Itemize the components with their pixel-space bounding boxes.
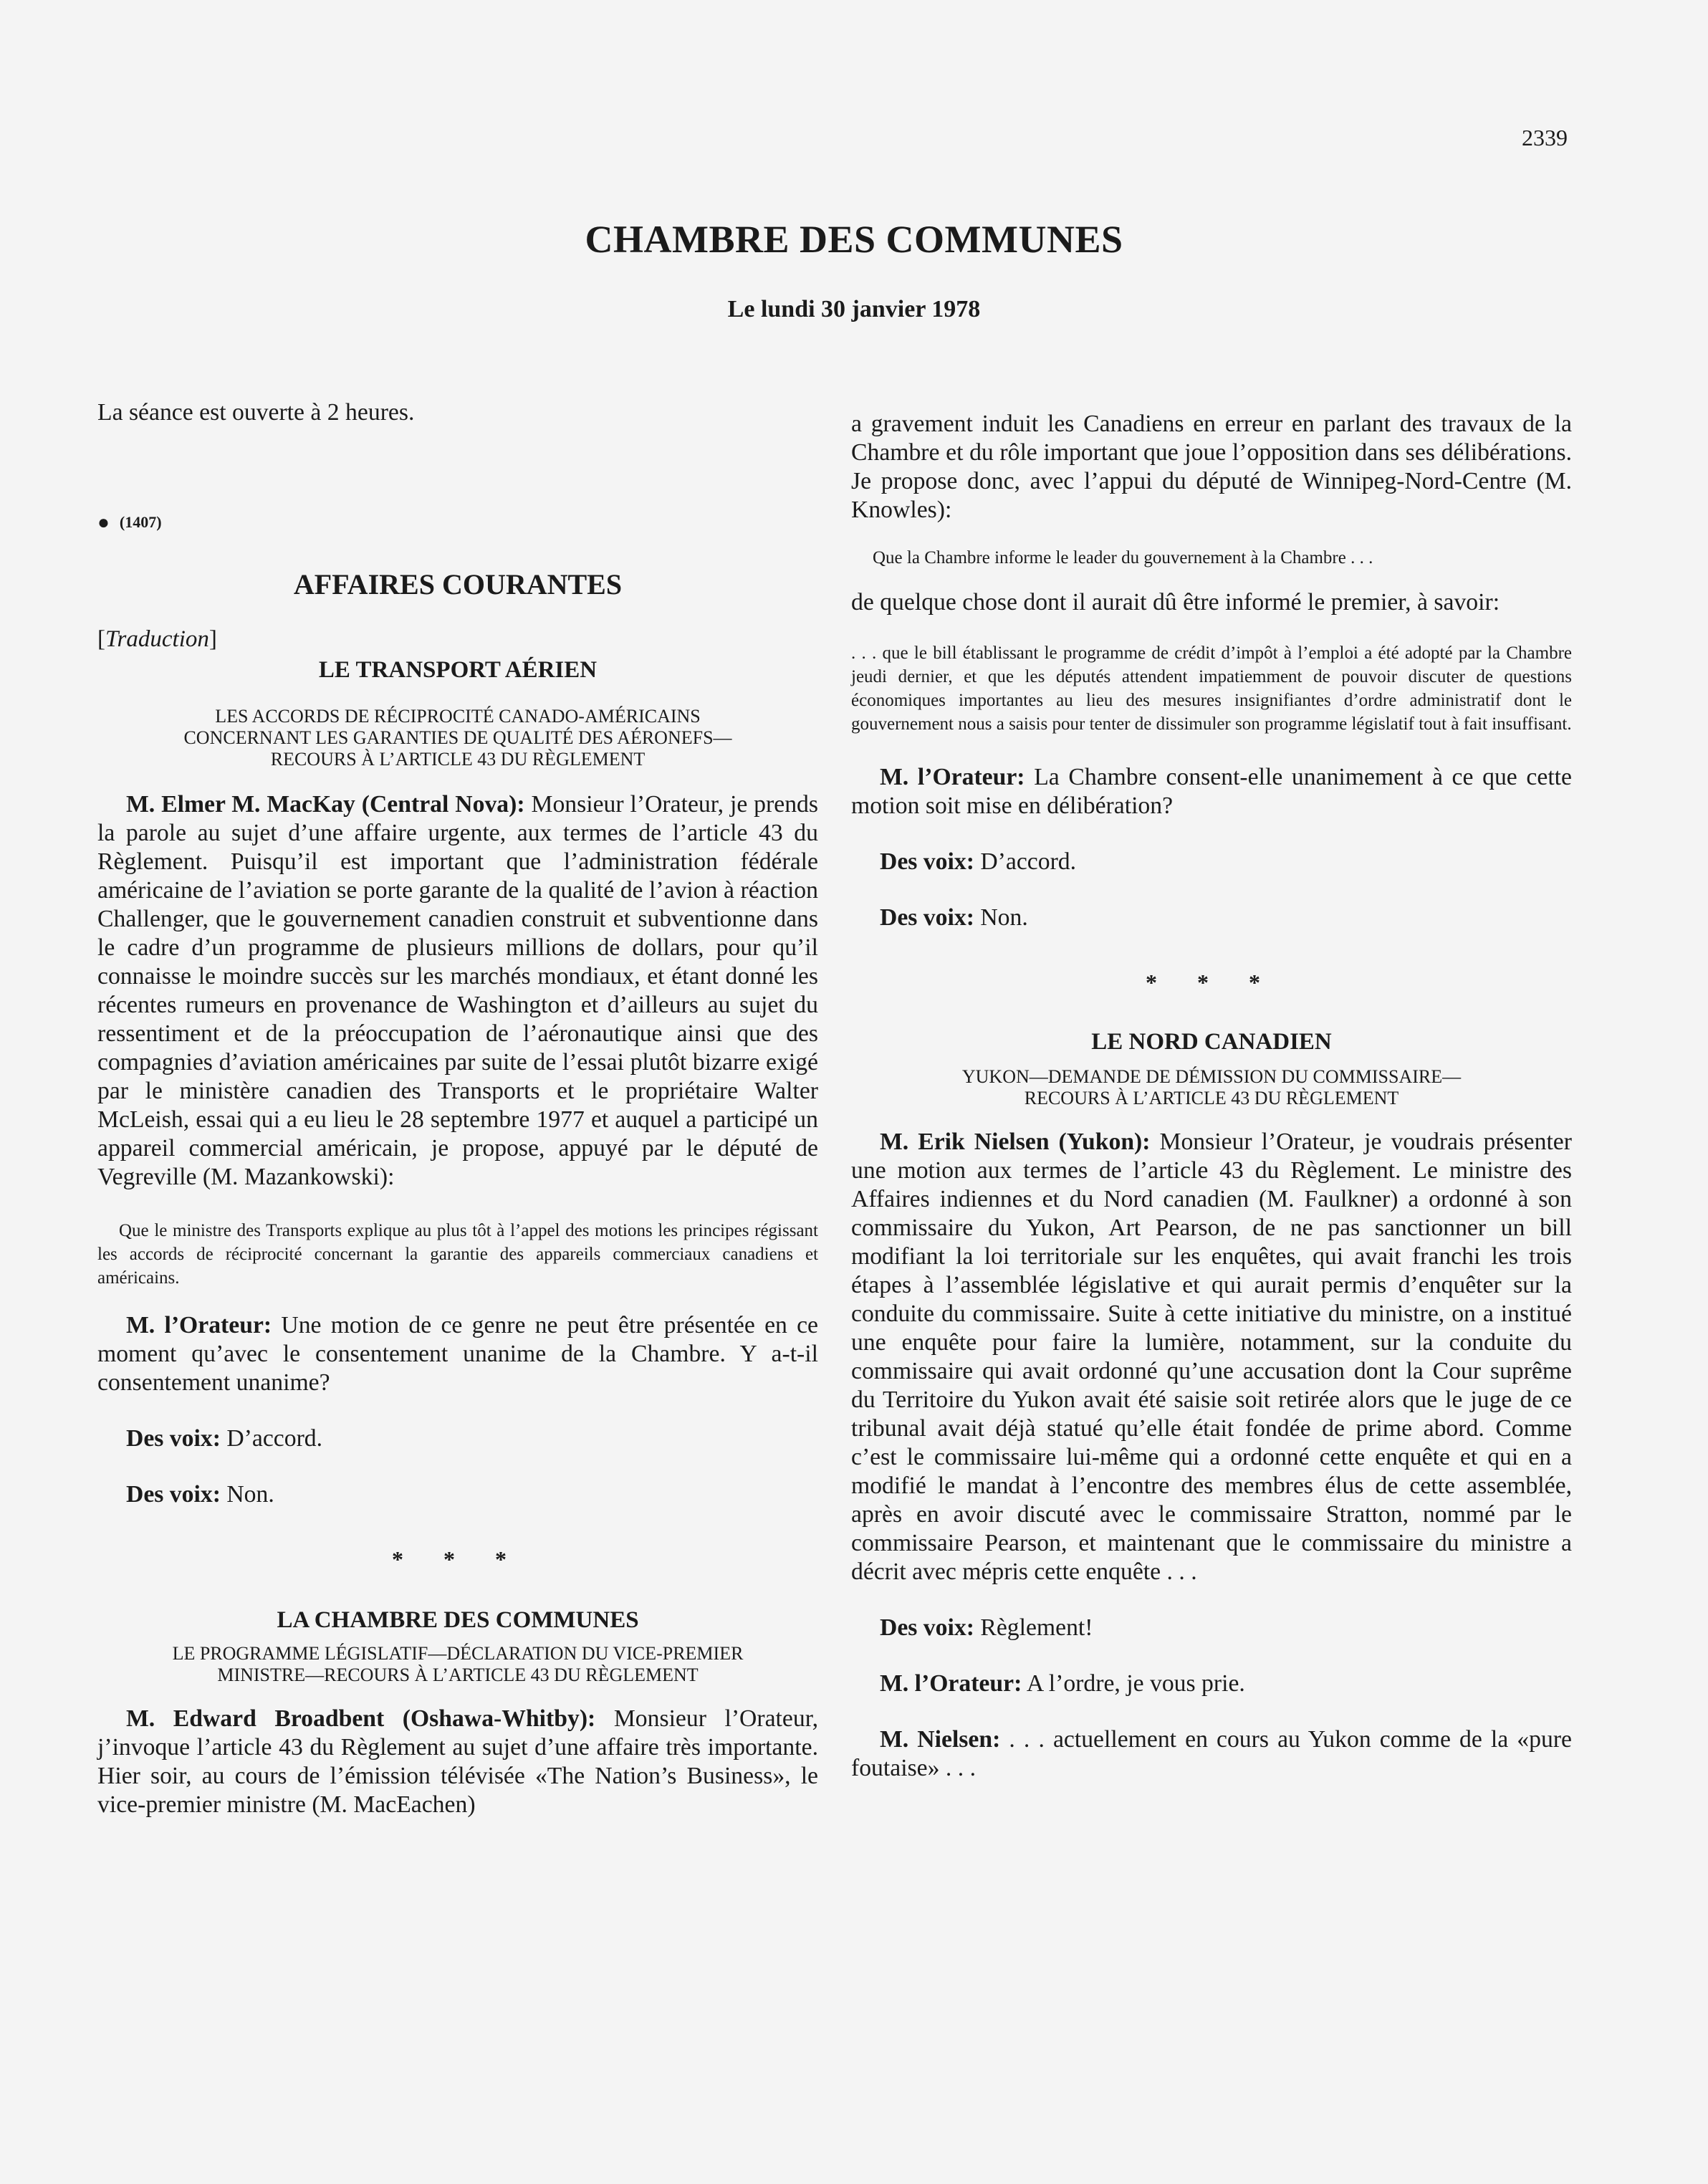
speech-text: Non.: [974, 904, 1028, 931]
speaker-name: Des voix:: [126, 1481, 221, 1508]
speech-paragraph: de quelque chose dont il aurait dû être informé le premier, à savoir:: [851, 589, 1500, 616]
speech-text: Règlement!: [974, 1614, 1093, 1641]
speaker-name: M. l’Orateur:: [126, 1312, 272, 1338]
subsubtitle-line: LE PROGRAMME LÉGISLATIF—DÉCLARATION DU VICE-PREMIER: [172, 1643, 744, 1664]
subsubtitle-programme: [97, 1643, 818, 1686]
timestamp: [97, 512, 818, 535]
speech-text: Monsieur l’Orateur, je voudrais présenter une motion aux termes de l’article 43 du Règlement. Le ministre des Affaires indiennes et du Nord canadien (M. Faulkner) a ordonné à son commissaire du Yukon, Art Pearson, de ne pas sanctionner un bill modifiant la loi territoriale sur les enquêtes, qui avait franchi les trois étapes à l’assemblée législative et qui aurait permis d’enquêter sur la conduite du commissaire. Suite à cette initiative du ministre, on a institué une enquête pour faire la lumière, notamment, sur la conduite du commissaire qui avait ordonné qu’une accusation dont la Cour suprême du Territoire du Yukon avait été saisie soit retirée alors que le juge de ce tribunal avait déjà statué qu’elle était fondée de prime abord. Comme c’est le commissaire lui-même qui a ordonné cette enquête et qui en a modifié le mandat à l’encontre des membres élus de cette assemblée, après en avoir discuté avec le commissaire Stratton, nommé par le commissaire Pearson, et maintenant que le commissaire du ministre a décrit avec mépris cette enquête . . .: [851, 1129, 1572, 1585]
motion-quote: Que la Chambre informe le leader du gouvernement à la Chambre . . .: [873, 548, 1373, 567]
section-separator: * * *: [1146, 969, 1277, 995]
bullet-icon: ●: [97, 512, 110, 534]
subsubtitle-line: MINISTRE—RECOURS À L’ARTICLE 43 DU RÈGLEMENT: [217, 1665, 699, 1685]
speaker-name: M. Nielsen:: [880, 1726, 1001, 1753]
speech-voices-no: [851, 904, 1572, 932]
subtitle-nord-canadien: LE NORD CANADIEN: [1091, 1029, 1332, 1055]
subtitle-transport-aerien: LE TRANSPORT AÉRIEN: [318, 657, 598, 683]
subsubtitle-yukon: [851, 1066, 1572, 1109]
subsubtitle-line: YUKON—DEMANDE DE DÉMISSION DU COMMISSAIRE—: [961, 1066, 1462, 1087]
speech-nielsen: [851, 1128, 1572, 1586]
speaker-name: M. Elmer M. MacKay (Central Nova):: [126, 791, 525, 818]
sitting-date: Le lundi 30 janvier 1978: [727, 296, 981, 322]
opening-line: La séance est ouverte à 2 heures.: [97, 399, 415, 426]
translation-note: [Traduction]: [97, 626, 217, 652]
speaker-name: M. l’Orateur:: [880, 1670, 1022, 1697]
speech-orateur: [97, 1311, 818, 1397]
speaker-name: Des voix:: [880, 848, 974, 875]
subsubtitle-line: LES ACCORDS DE RÉCIPROCITÉ CANADO-AMÉRICAINS: [215, 706, 701, 727]
subsubtitle-line: RECOURS À L’ARTICLE 43 DU RÈGLEMENT: [1024, 1088, 1399, 1108]
subtitle-chambre-communes: LA CHAMBRE DES COMMUNES: [277, 1607, 639, 1633]
motion-quote: Que le ministre des Transports explique au plus tôt à l’appel des motions les principes régissant les accords de réciprocité concernant la garantie des appareils commerciaux canadiens et américains.: [97, 1221, 818, 1288]
left-column: [97, 398, 818, 1819]
speech-text: Monsieur l’Orateur, je prends la parole au sujet d’une affaire urgente, aux termes de l’article 43 du Règlement. Puisqu’il est important que l’administration fédérale américaine de l’aviation se porte garante de la qualité de l’avion à réaction Challenger, que le gouvernement canadien construit et subventionne dans le cadre d’un programme de plusieurs millions de dollars, pour qu’il connaisse le moindre succès sur les marchés mondiaux, et étant donné les récentes rumeurs en provenance de Washington et d’ailleurs au sujet du ressentiment et de la préoccupation de l’aéronautique ainsi que des compagnies d’aviation américaines par suite de l’essai plutôt bizarre exigé par le ministère canadien des Transports et le propriétaire Walter McLeish, essai qui a eu lieu le 28 septembre 1977 et auquel a participé un appareil commercial américain, je propose, appuyé par le député de Vegreville (M. Mazankowski):: [97, 791, 818, 1190]
speech-broadbent-continued: a gravement induit les Canadiens en erreur en parlant des travaux de la Chambre et du rôle important que joue l’opposition dans ses délibérations. Je propose donc, avec l’appui du député de Winnipeg-Nord-Centre (M. Knowles):: [851, 411, 1572, 523]
speaker-name: M. l’Orateur:: [880, 764, 1025, 790]
timestamp-text: (1407): [119, 513, 162, 531]
page-title: CHAMBRE DES COMMUNES: [585, 218, 1123, 261]
motion-quote: . . . que le bill établissant le programme de crédit d’impôt à l’emploi a été adopté par la Chambre jeudi dernier, et que les députés attendent impatiemment de pouvoir discuter de questions économiques importantes au lieu des mesures insignifiantes d’ordre administratif dont le gouvernement nous a saisis pour tenter de dissimuler son programme législatif tout à fait insuffisant.: [851, 643, 1572, 734]
translation-note-text: Traduction: [105, 626, 209, 652]
speech-orateur-order: [851, 1670, 1572, 1698]
speaker-name: M. Edward Broadbent (Oshawa-Whitby):: [126, 1705, 596, 1732]
speaker-name: Des voix:: [126, 1425, 221, 1452]
speech-nielsen-continued: [851, 1725, 1572, 1783]
subsubtitle-line: CONCERNANT LES GARANTIES DE QUALITÉ DES AÉRONEFS—: [183, 727, 732, 748]
page-number: 2339: [1522, 125, 1568, 150]
speech-text: A l’ordre, je vous prie.: [1022, 1670, 1245, 1697]
speech-text: La Chambre consent-elle unanimement à ce que cette motion soit mise en délibération?: [851, 764, 1572, 819]
speech-mackay: [97, 790, 818, 1192]
section-separator: * * *: [392, 1546, 524, 1572]
speech-text: Monsieur l’Orateur, j’invoque l’article 43 du Règlement au sujet d’une affaire très importante. Hier soir, au cours de l’émission télévisée «The Nation’s Business», le vice-premier ministre (M. MacEachen): [97, 1705, 818, 1818]
subsubtitle-line: RECOURS À L’ARTICLE 43 DU RÈGLEMENT: [270, 749, 646, 770]
speech-voices-yes: [97, 1424, 818, 1453]
speaker-name: Des voix:: [880, 904, 974, 931]
speech-broadbent: [97, 1705, 818, 1819]
speaker-name: Des voix:: [880, 1614, 974, 1641]
speech-orateur: [851, 763, 1572, 820]
speech-voices-reglement: [851, 1614, 1572, 1642]
right-column: [851, 410, 1572, 1783]
speech-voices-yes: [851, 848, 1572, 876]
speech-text: Une motion de ce genre ne peut être présentée en ce moment qu’avec le consentement unanime de la Chambre. Y a-t-il consentement unanime?: [97, 1312, 819, 1396]
speech-text: D’accord.: [974, 848, 1077, 875]
speech-text: Non.: [220, 1481, 274, 1508]
subsubtitle-accords: [97, 706, 818, 770]
speaker-name: M. Erik Nielsen (Yukon):: [880, 1129, 1151, 1155]
speech-text: . . . actuellement en cours au Yukon comme de la «pure foutaise» . . .: [851, 1726, 1572, 1781]
speech-voices-no: [97, 1480, 818, 1509]
section-title-affaires-courantes: AFFAIRES COURANTES: [293, 568, 623, 600]
speech-text: D’accord.: [220, 1425, 323, 1452]
